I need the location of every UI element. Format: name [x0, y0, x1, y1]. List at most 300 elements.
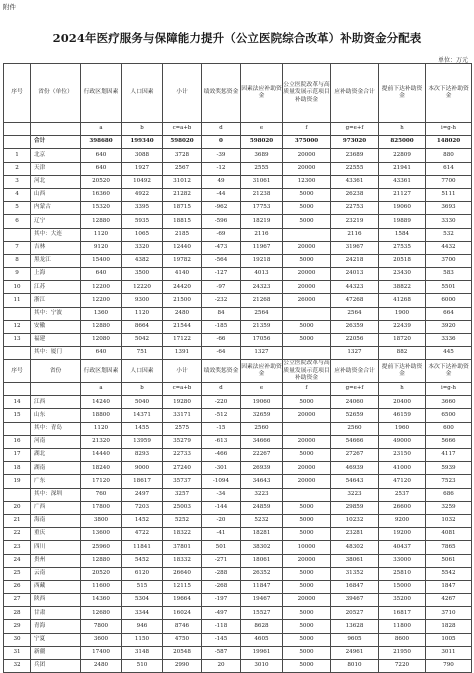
table-row — [4, 188, 472, 201]
table-cell: 27240 — [163, 462, 202, 475]
table-cell: -39 — [202, 149, 241, 162]
table-cell: 882 — [379, 347, 426, 360]
table-cell: 4117 — [426, 449, 472, 462]
table-row — [4, 541, 472, 554]
table-cell: 江西 — [31, 396, 81, 409]
table-cell: a — [81, 383, 122, 396]
table-row — [4, 422, 472, 435]
table-cell: 海南 — [31, 514, 81, 527]
table-row — [4, 607, 472, 620]
table-cell: 19664 — [163, 594, 202, 607]
table-cell: 8628 — [241, 620, 283, 633]
table-cell: 14360 — [81, 594, 122, 607]
table-cell: 26640 — [163, 567, 202, 580]
table-cell: a — [81, 123, 122, 136]
table-cell: 26359 — [331, 320, 379, 333]
table-cell: 28 — [4, 607, 31, 620]
table-cell: 8010 — [331, 660, 379, 673]
table-cell: 12440 — [163, 241, 202, 254]
table-cell: 13628 — [331, 620, 379, 633]
table-row — [4, 554, 472, 567]
table-cell: 515 — [122, 580, 163, 593]
table-cell: 17753 — [241, 202, 283, 215]
table-cell: 7700 — [426, 175, 472, 188]
table-cell: 583 — [426, 268, 472, 281]
table-cell: 19467 — [241, 594, 283, 607]
table-cell: 47120 — [379, 475, 426, 488]
table-cell: -596 — [202, 215, 241, 228]
table-cell: 3693 — [426, 202, 472, 215]
table-cell: 6120 — [122, 567, 163, 580]
table-cell — [31, 383, 81, 396]
table-cell: -15 — [202, 422, 241, 435]
table-cell: 5939 — [426, 462, 472, 475]
table-row — [4, 202, 472, 215]
table-cell: 5452 — [122, 554, 163, 567]
table-cell: 31 — [4, 646, 31, 659]
table-cell: 26238 — [331, 188, 379, 201]
table-cell: 20000 — [283, 462, 331, 475]
table-cell: 20000 — [283, 475, 331, 488]
table-cell: 四川 — [31, 541, 81, 554]
table-cell: 18720 — [379, 334, 426, 347]
table-cell: 4605 — [241, 633, 283, 646]
table-cell: 20520 — [81, 567, 122, 580]
table-cell: -41 — [202, 528, 241, 541]
table-cell: 3728 — [163, 149, 202, 162]
table-cell: 2560 — [241, 422, 283, 435]
document-title: 2024年医疗服务与保障能力提升（公立医院综合改革）补助资金分配表 — [52, 31, 422, 45]
table-cell: 1828 — [426, 620, 472, 633]
table-cell: 21268 — [241, 294, 283, 307]
table-cell: 3395 — [122, 202, 163, 215]
table-cell: 26000 — [283, 294, 331, 307]
table-cell: 新疆 — [31, 646, 81, 659]
table-cell: 35200 — [379, 594, 426, 607]
table-cell: -301 — [202, 462, 241, 475]
table-cell: h — [379, 123, 426, 136]
table-cell: 青海 — [31, 620, 81, 633]
table-cell: 公立医院改革与高质量发展示范项目补助资金 — [283, 360, 330, 381]
table-cell: 3660 — [426, 396, 472, 409]
table-cell: 5111 — [426, 188, 472, 201]
table-cell: 2116 — [241, 228, 283, 241]
table-cell: 14 — [4, 396, 31, 409]
table-cell: 5304 — [122, 594, 163, 607]
table-cell: 1120 — [81, 422, 122, 435]
table-cell: 其中：青岛 — [31, 422, 81, 435]
table-cell: -587 — [202, 646, 241, 659]
table-cell: 5061 — [426, 554, 472, 567]
table-cell: 29859 — [331, 501, 379, 514]
table-cell: 小计 — [163, 360, 202, 383]
table-cell: 其中：宁波 — [31, 307, 81, 320]
table-cell: 946 — [122, 620, 163, 633]
table-cell: 省份（单位） — [31, 64, 81, 123]
table-cell: 3689 — [241, 149, 283, 162]
table-cell: -12 — [202, 162, 241, 175]
table-cell: 24420 — [163, 281, 202, 294]
table-cell: 21320 — [81, 435, 122, 448]
table-cell: 22753 — [331, 202, 379, 215]
table-cell: 重庆 — [31, 528, 81, 541]
table-cell: -145 — [202, 633, 241, 646]
table-cell: 18322 — [163, 528, 202, 541]
table-cell: 5000 — [283, 254, 331, 267]
table-cell: -473 — [202, 241, 241, 254]
table-cell: 19218 — [241, 254, 283, 267]
table-row — [4, 435, 472, 448]
table-cell: -144 — [202, 501, 241, 514]
table-cell: 18281 — [241, 528, 283, 541]
table-cell: 1847 — [426, 580, 472, 593]
table-cell: 790 — [426, 660, 472, 673]
table-cell — [4, 422, 31, 435]
table-cell: 3336 — [426, 334, 472, 347]
table-cell: 18815 — [163, 215, 202, 228]
table-cell: 上海 — [31, 268, 81, 281]
table-cell: 18219 — [241, 215, 283, 228]
table-cell: 3344 — [122, 607, 163, 620]
table-cell: 4013 — [241, 268, 283, 281]
table-cell: 5000 — [283, 528, 331, 541]
table-cell: 34666 — [241, 435, 283, 448]
table-row — [4, 162, 472, 175]
table-cell: 24323 — [241, 281, 283, 294]
table-cell: 4382 — [122, 254, 163, 267]
table-cell: 2497 — [122, 488, 163, 501]
table-cell: 绩效奖惩资金 — [202, 360, 241, 383]
table-cell: b — [122, 383, 163, 396]
table-cell: 501 — [202, 541, 241, 554]
table-cell: 16024 — [163, 607, 202, 620]
table-cell: 9605 — [331, 633, 379, 646]
table-cell: 38302 — [241, 541, 283, 554]
table-row — [4, 501, 472, 514]
table-cell: 黑龙江 — [31, 254, 81, 267]
table-cell: 2567 — [163, 162, 202, 175]
table-cell: 17 — [4, 449, 31, 462]
table-cell: 本次下达补助资金 — [426, 360, 472, 383]
table-body-part2 — [4, 360, 472, 673]
table-row — [4, 307, 472, 320]
table-cell: 25 — [4, 567, 31, 580]
table-cell: -497 — [202, 607, 241, 620]
table-cell: -20 — [202, 514, 241, 527]
table-cell: 43361 — [331, 175, 379, 188]
table-cell: 15400 — [81, 254, 122, 267]
table-cell: 6500 — [426, 409, 472, 422]
table-cell: 4432 — [426, 241, 472, 254]
table-cell: 北京 — [31, 149, 81, 162]
table-cell: 19280 — [163, 396, 202, 409]
table-row — [4, 646, 472, 659]
table-cell: 3148 — [122, 646, 163, 659]
table-cell: 2575 — [163, 422, 202, 435]
table-cell: 32 — [4, 660, 31, 673]
table-cell: 20000 — [283, 435, 331, 448]
table-row — [4, 175, 472, 188]
table-cell: 12220 — [122, 281, 163, 294]
table-cell: 38061 — [331, 554, 379, 567]
table-cell: 1327 — [331, 347, 379, 360]
table-cell: 河北 — [31, 175, 81, 188]
table-cell: 2537 — [379, 488, 426, 501]
table-cell: 12080 — [81, 334, 122, 347]
table-cell: 山西 — [31, 188, 81, 201]
table-cell: 9300 — [122, 294, 163, 307]
table-cell: 1960 — [379, 422, 426, 435]
table-cell: g=e+f — [331, 123, 379, 136]
table-cell: 4922 — [122, 188, 163, 201]
table-cell: 40437 — [379, 541, 426, 554]
table-cell: 5252 — [163, 514, 202, 527]
table-cell: 21282 — [163, 188, 202, 201]
table-row — [4, 633, 472, 646]
table-cell: 3223 — [241, 488, 283, 501]
table-cell: g=e+f — [331, 383, 379, 396]
table-row — [4, 449, 472, 462]
table-cell: 21950 — [379, 646, 426, 659]
table-cell: 5000 — [283, 501, 331, 514]
table-cell: 2555 — [241, 162, 283, 175]
table-cell: 20000 — [283, 268, 331, 281]
table-cell: 17120 — [81, 475, 122, 488]
table-cell: 19782 — [163, 254, 202, 267]
table-cell: 其中：深圳 — [31, 488, 81, 501]
table-cell: 15000 — [379, 580, 426, 593]
table-cell: 24013 — [331, 268, 379, 281]
table-cell: i=g-h — [426, 123, 472, 136]
total-row — [4, 136, 472, 149]
table-cell: 2564 — [331, 307, 379, 320]
table-cell: 5000 — [283, 188, 331, 201]
table-cell: 31967 — [331, 241, 379, 254]
table-cell: -232 — [202, 294, 241, 307]
table-cell: 6000 — [426, 294, 472, 307]
table-cell: 640 — [81, 347, 122, 360]
table-cell: 510 — [122, 660, 163, 673]
table-cell: 973020 — [331, 136, 379, 149]
table-cell: 8746 — [163, 620, 202, 633]
table-cell: d — [202, 123, 241, 136]
table-cell: 21500 — [163, 294, 202, 307]
table-cell: 17056 — [241, 334, 283, 347]
table-row — [4, 396, 472, 409]
table-cell: 12300 — [283, 175, 331, 188]
table-cell — [4, 383, 31, 396]
table-cell: 5000 — [283, 320, 331, 333]
table-cell: 22733 — [163, 449, 202, 462]
table-row — [4, 409, 472, 422]
table-cell: 3500 — [122, 268, 163, 281]
table-cell: 33171 — [163, 409, 202, 422]
table-cell: 9 — [4, 268, 31, 281]
table-cell: 22809 — [379, 149, 426, 162]
table-cell: 3257 — [163, 488, 202, 501]
table-cell — [283, 488, 331, 501]
table-cell: 云南 — [31, 567, 81, 580]
table-cell: 内蒙古 — [31, 202, 81, 215]
table-cell: 5000 — [283, 334, 331, 347]
table-cell — [4, 347, 31, 360]
table-cell: 5000 — [283, 620, 331, 633]
table-cell: 54666 — [331, 435, 379, 448]
table-cell: 0 — [202, 136, 241, 149]
table-cell: 21941 — [379, 162, 426, 175]
table-cell: 22439 — [379, 320, 426, 333]
table-cell: 2185 — [163, 228, 202, 241]
table-cell: 安徽 — [31, 320, 81, 333]
table-cell: 11841 — [122, 541, 163, 554]
table-cell: 19200 — [379, 528, 426, 541]
table-cell: 1 — [4, 149, 31, 162]
table-cell: 46159 — [379, 409, 426, 422]
table-cell: 山东 — [31, 409, 81, 422]
table-cell: 18332 — [163, 554, 202, 567]
table-body-part1 — [4, 123, 472, 360]
table-row — [4, 528, 472, 541]
table-cell: 46939 — [331, 462, 379, 475]
table-cell: 20000 — [283, 554, 331, 567]
table-cell: -197 — [202, 594, 241, 607]
table-cell: 600 — [426, 422, 472, 435]
table-cell: 辽宁 — [31, 215, 81, 228]
table-row — [4, 241, 472, 254]
table-cell: 15 — [4, 409, 31, 422]
table-cell — [4, 307, 31, 320]
table-cell: 16817 — [379, 607, 426, 620]
table-cell: 24060 — [331, 396, 379, 409]
table-cell: 34643 — [241, 475, 283, 488]
table-cell: 20548 — [163, 646, 202, 659]
table-cell: 445 — [426, 347, 472, 360]
table-cell: -185 — [202, 320, 241, 333]
table-cell: 2 — [4, 162, 31, 175]
table-cell: 4722 — [122, 528, 163, 541]
repeat-header-row — [4, 360, 472, 383]
table-cell: 行政区划因素 — [81, 64, 122, 123]
table-cell: 12880 — [81, 554, 122, 567]
table-row — [4, 268, 472, 281]
table-cell: 2564 — [241, 307, 283, 320]
table-cell: 35737 — [163, 475, 202, 488]
table-cell: 664 — [426, 307, 472, 320]
table-cell: 41268 — [379, 294, 426, 307]
table-cell: 37801 — [163, 541, 202, 554]
table-cell: i=g-h — [426, 383, 472, 396]
table-row — [4, 620, 472, 633]
table-cell: 1584 — [379, 228, 426, 241]
table-row — [4, 228, 472, 241]
table-cell: 其中：厦门 — [31, 347, 81, 360]
table-cell: 3600 — [81, 633, 122, 646]
table-cell: 4140 — [163, 268, 202, 281]
table-cell: 199340 — [122, 136, 163, 149]
table-cell: 49000 — [379, 435, 426, 448]
table-cell: 19889 — [379, 215, 426, 228]
table-cell: 应补助资金合计 — [331, 360, 379, 383]
table-cell: -564 — [202, 254, 241, 267]
table-cell: 23430 — [379, 268, 426, 281]
table-cell: e — [241, 123, 283, 136]
table-cell: 27535 — [379, 241, 426, 254]
table-cell: 省份 — [31, 360, 81, 383]
repeat-code-row — [4, 383, 472, 396]
attachment-label: 附件 — [3, 3, 16, 11]
table-row — [4, 334, 472, 347]
table-cell: 宁夏 — [31, 633, 81, 646]
table-row — [4, 281, 472, 294]
table-cell: 提前下达补助资金 — [379, 64, 426, 123]
table-cell: 5000 — [283, 633, 331, 646]
table-cell: 5000 — [283, 646, 331, 659]
table-cell: 11 — [4, 294, 31, 307]
table-cell: 13600 — [81, 528, 122, 541]
table-cell: 23689 — [331, 149, 379, 162]
table-cell: 44323 — [331, 281, 379, 294]
table-cell: 1927 — [122, 162, 163, 175]
table-cell: 598020 — [241, 136, 283, 149]
table-cell: 18617 — [122, 475, 163, 488]
table-cell: 5000 — [283, 567, 331, 580]
table-cell: 本次下达补助资金 — [426, 64, 472, 123]
table-cell: 17400 — [81, 646, 122, 659]
table-cell: 24218 — [331, 254, 379, 267]
table-cell: -512 — [202, 409, 241, 422]
table-cell: 23219 — [331, 215, 379, 228]
table-cell: 24 — [4, 554, 31, 567]
table-cell: 375000 — [283, 136, 331, 149]
table-cell: 49 — [202, 175, 241, 188]
table-cell: 614 — [426, 162, 472, 175]
table-cell: 5935 — [122, 215, 163, 228]
table-cell: 12 — [4, 320, 31, 333]
table-cell: 32659 — [241, 409, 283, 422]
table-cell: h — [379, 383, 426, 396]
table-row — [4, 488, 472, 501]
table-cell: 5042 — [122, 334, 163, 347]
table-cell: 2560 — [331, 422, 379, 435]
table-cell: 7 — [4, 241, 31, 254]
table-cell: 8 — [4, 254, 31, 267]
table-cell: 广西 — [31, 501, 81, 514]
table-cell: 17800 — [81, 501, 122, 514]
table-cell: 20 — [202, 660, 241, 673]
table-cell: 5000 — [283, 580, 331, 593]
table-cell: -64 — [202, 347, 241, 360]
table-cell: 15527 — [241, 607, 283, 620]
table-cell: 18240 — [81, 462, 122, 475]
table-cell: 4267 — [426, 594, 472, 607]
table-cell: 21127 — [379, 188, 426, 201]
table-cell: 13 — [4, 334, 31, 347]
table-cell: 5232 — [241, 514, 283, 527]
table-cell: 18800 — [81, 409, 122, 422]
table-cell: 8293 — [122, 449, 163, 462]
table-cell: 20000 — [283, 241, 331, 254]
table-cell: 序号 — [4, 64, 31, 123]
table-cell: -271 — [202, 554, 241, 567]
table-cell: 26600 — [379, 501, 426, 514]
table-cell: 行政区划因素 — [81, 360, 122, 383]
unit-label: 单位：万元 — [437, 57, 468, 64]
table-cell: 吉林 — [31, 241, 81, 254]
table-cell: 25960 — [81, 541, 122, 554]
table-cell: c=a+b — [163, 383, 202, 396]
table-cell: 13959 — [122, 435, 163, 448]
table-cell: 因素法应补助资金 — [241, 360, 283, 383]
